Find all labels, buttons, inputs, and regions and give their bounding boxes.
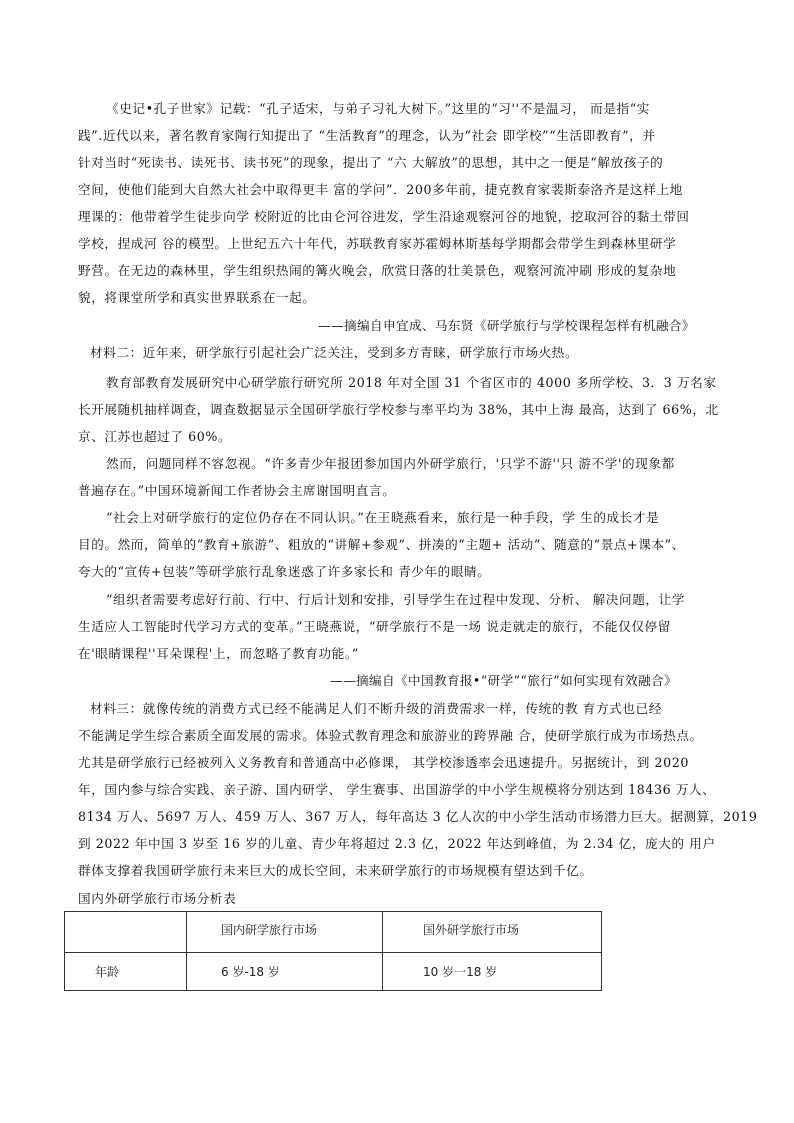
table-cell: 10 岁一18 岁 [383, 953, 602, 991]
material-heading: 材料二：近年来，研学旅行引起社会广泛关注，受到多方青睐，研学旅行市场火热。 [90, 345, 579, 360]
text-line: 8134 万人、5697 万人、459 万人、367 万人，每年高达 3 亿人次的中小学生活动市场潜力巨大。据测算，2019 [78, 809, 758, 824]
text-line: 尤其是研学旅行已经被列入义务教育和普通高中必修课， 其学校渗透率会迅速提升。另据统计，到 2020 [78, 755, 689, 770]
text-line: 长开展随机抽样调查，调查数据显示全国研学旅行学校参与率平均为 38%，其中上海 最高，达到了 66%，北 [78, 402, 719, 417]
market-analysis-table [64, 911, 602, 991]
table-cell: 6 岁-18 岁 [187, 953, 383, 991]
text-line: 群体支撑着我国研学旅行未来巨大的成长空间，未来研学旅行的市场规模有望达到千亿。 [78, 863, 593, 878]
table-caption: 国内外研学旅行市场分析表 [78, 891, 237, 906]
table-cell: 年龄 [65, 953, 187, 991]
text-line: 学校，捏成河 谷的模型。上世纪五六十年代，苏联教育家苏霍姆林斯基每学期都会带学生到森林里研学 [78, 236, 677, 251]
table-row [65, 953, 602, 991]
text-line: 教育部教育发展研究中心研学旅行研究所 2018 年对全国 31 个省区市的 4000 多所学校、3．3 万名家 [106, 375, 717, 390]
text-line: 野营。在无边的森林里，学生组织热闹的篝火晚会，欣赏日落的壮美景色，观察河流冲刷 形成的复杂地 [78, 263, 677, 278]
text-line: 貌，将课堂所学和真实世界联系在一起。 [78, 290, 316, 305]
table-header-row [65, 912, 602, 953]
text-line: 到 2022 年中国 3 岁至 16 岁的儿童、青少年将超过 2.3 亿，2022 年达到峰值，为 2.34 亿，庞大的 用户 [78, 836, 716, 851]
text-line: 针对当时“死读书、读死书、读书死”的现象，提出了 “六 大解放”的思想，其中之一便是“解放孩子的 [78, 155, 664, 170]
table-header-cell: 国外研学旅行市场 [383, 912, 602, 953]
source-citation: ——摘编自申宜成、马东贤《研学旅行与学校课程怎样有机融合》 [318, 318, 695, 333]
text-line: 《史记•孔子世家》记载：“孔子适宋，与弟子习礼大树下。”这里的“习''不是温习， 而是指“实 [106, 101, 650, 116]
text-line: 京、江苏也超过了 60%。 [78, 429, 232, 444]
text-line: “组织者需要考虑好行前、行中、行后计划和安排，引导学生在过程中发现、分析、 解决问题，让学 [106, 592, 685, 607]
text-line: 践”.近代以来，著名教育家陶行知提出了 “生活教育”的理念，认为“社会 即学校”“生活即教育”，并 [78, 128, 656, 143]
text-line: 生适应人工智能时代学习方式的变革。”王晓燕说，“研学旅行不是一场 说走就走的旅行，不能仅仅停留 [78, 619, 671, 634]
text-line: 目的。然而，简单的“教育+旅游”、粗放的“讲解+参观”、拼凑的“主题+ 活动”、随意的“景点+课本”、 [78, 537, 685, 552]
text-line: 不能满足学生综合素质全面发展的需求。体验式教育理念和旅游业的跨界融 合，使研学旅行成为市场热点。 [78, 728, 703, 743]
table-header-cell [65, 912, 187, 953]
text-line: 年，国内参与综合实践、亲子游、国内研学、 学生赛事、出国游学的中小学生规模将分别达到 18436 万人、 [78, 782, 716, 797]
text-line: 夸大的“宣传+包装”等研学旅行乱象迷惑了许多家长和 青少年的眼睛。 [78, 564, 491, 579]
text-line: 在'眼睛课程''耳朵课程'上，而忽略了教育功能。” [78, 646, 359, 661]
source-citation: ——摘编自《中国教育报•“研学”“旅行”如何实现有效融合》 [330, 673, 678, 688]
table-header-cell: 国内研学旅行市场 [187, 912, 383, 953]
text-line: 空间，使他们能到大自然大社会中取得更丰 富的学问”．200多年前，捷克教育家裴斯泰洛齐是这样上地 [78, 182, 683, 197]
text-line: “社会上对研学旅行的定位仍存在不同认识。”在王晓燕看来，旅行是一种手段，学 生的成长才是 [106, 510, 660, 525]
text-line: 然而，问题同样不容忽视。“许多青少年报团参加国内外研学旅行，'只学不游''只 游不学'的现象都 [106, 456, 675, 471]
text-line: 普遍存在。”中国环境新闻工作者协会主席谢国明直言。 [78, 483, 396, 498]
text-line: 材料三：就像传统的消费方式已经不能满足人们不断升级的消费需求一样，传统的教 育方式也已经 [90, 701, 662, 716]
text-line: 理课的：他带着学生徒步向学 校附近的比由仑河谷进发，学生沿途观察河谷的地貌，挖取河谷的黏土带回 [78, 209, 690, 224]
